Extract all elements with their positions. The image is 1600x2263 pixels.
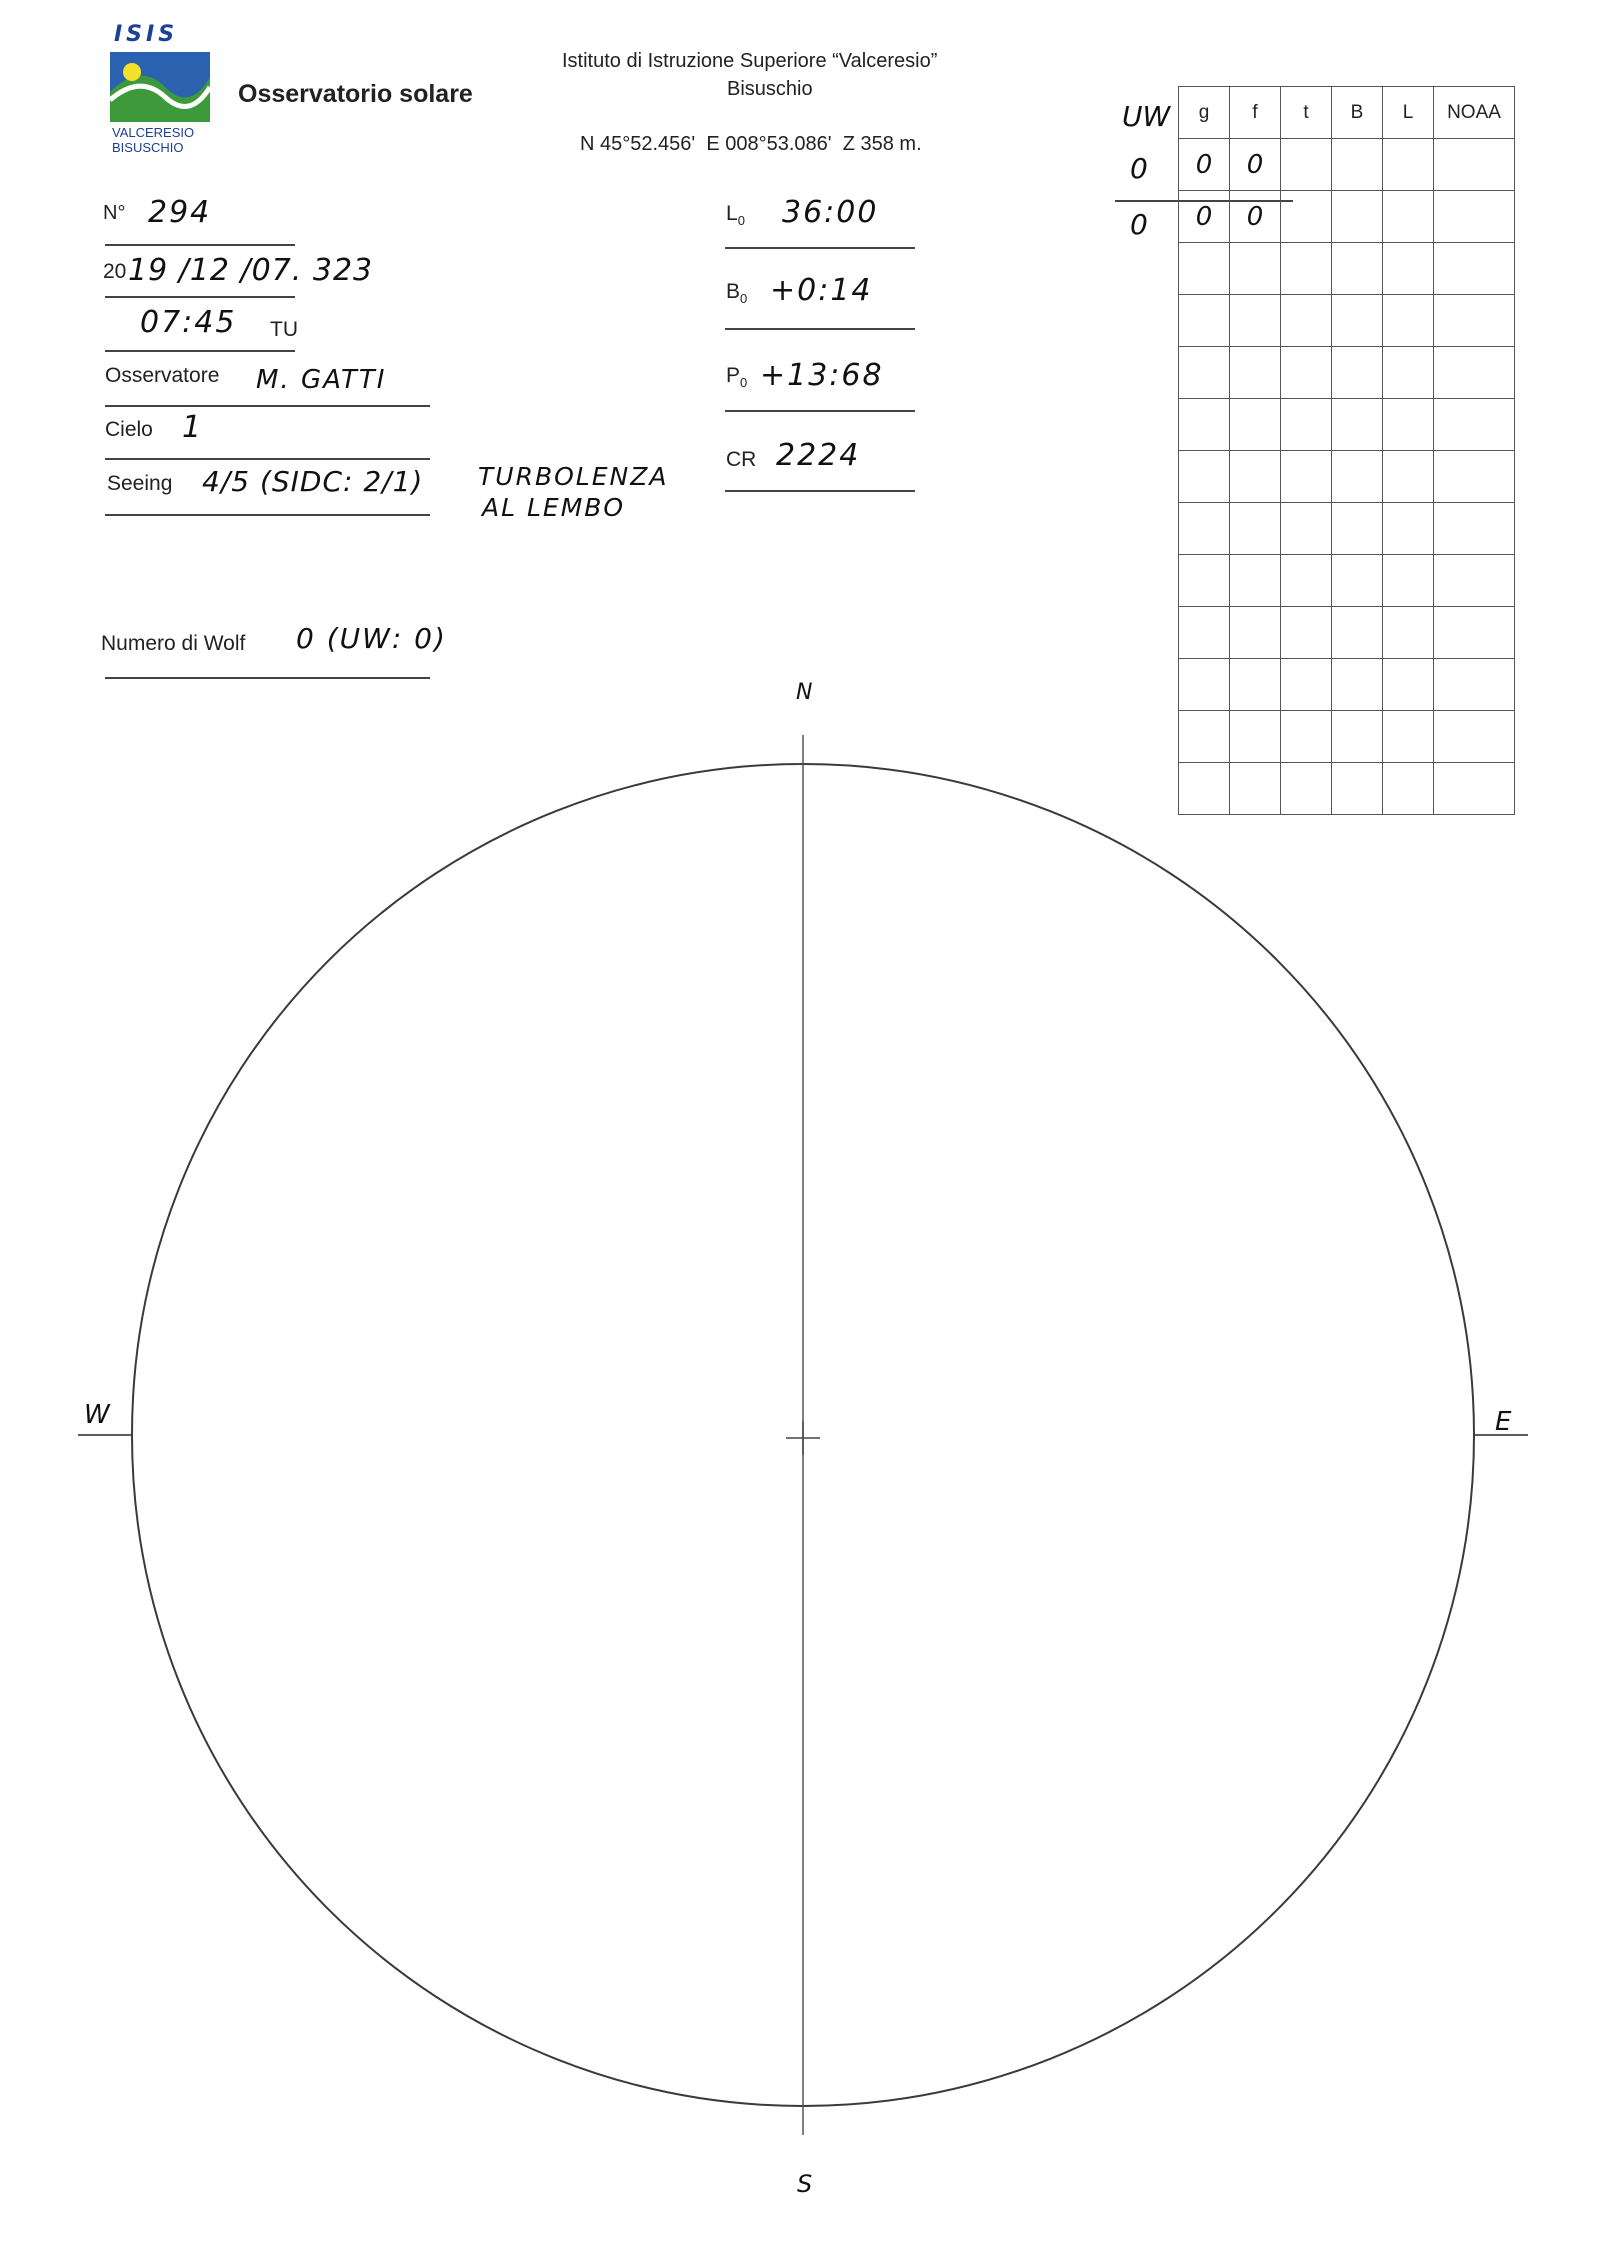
table-cell — [1281, 295, 1332, 347]
col-header-b: B — [1332, 87, 1383, 139]
table-cell — [1434, 243, 1515, 295]
l0-underline — [725, 247, 915, 249]
table-cell — [1434, 295, 1515, 347]
table-cell — [1281, 503, 1332, 555]
cr-label: CR — [726, 448, 757, 471]
table-cell — [1179, 555, 1230, 607]
table-row — [1179, 503, 1515, 555]
table-cell — [1434, 763, 1515, 815]
seeing-note-2: AL LEMBO — [482, 493, 626, 522]
table-row — [1179, 607, 1515, 659]
table-cell — [1281, 347, 1332, 399]
table-cell — [1434, 607, 1515, 659]
table-cell — [1230, 295, 1281, 347]
seeing-label: Seeing — [107, 472, 173, 495]
table-cell — [1434, 347, 1515, 399]
col-header-t: t — [1281, 87, 1332, 139]
table-cell — [1332, 763, 1383, 815]
table-cell — [1179, 607, 1230, 659]
table-cell — [1434, 139, 1515, 191]
logo-caption-1: VALCERESIO — [112, 125, 195, 140]
uw-header: UW — [1122, 100, 1171, 133]
table-cell — [1230, 607, 1281, 659]
table-cell — [1179, 503, 1230, 555]
observer-value: M. GATTI — [256, 365, 387, 395]
table-cell — [1434, 659, 1515, 711]
wolf-value: 0 (UW: 0) — [296, 622, 447, 655]
south-label: S — [797, 2170, 815, 2198]
table-cell — [1332, 295, 1383, 347]
table-row — [1179, 243, 1515, 295]
table-cell: 0 — [1230, 191, 1281, 243]
p0-underline — [725, 410, 915, 412]
table-cell — [1230, 347, 1281, 399]
table-cell — [1434, 503, 1515, 555]
b0-value: +0:14 — [770, 273, 873, 308]
table-cell — [1230, 763, 1281, 815]
cr-value: 2224 — [776, 438, 861, 473]
sky-underline — [105, 458, 430, 460]
table-cell — [1332, 243, 1383, 295]
table-cell — [1332, 139, 1383, 191]
number-value: 294 — [148, 195, 212, 230]
table-cell — [1383, 711, 1434, 763]
table-cell — [1332, 711, 1383, 763]
table-row — [1179, 399, 1515, 451]
table-cell — [1434, 191, 1515, 243]
institute-line2: Bisuschio — [727, 78, 813, 100]
date-value: 19 /12 /07. 323 — [128, 253, 374, 288]
observatory-title: Osservatorio solare — [238, 80, 473, 108]
disk-outline — [132, 764, 1474, 2106]
table-cell — [1383, 607, 1434, 659]
table-row — [1179, 347, 1515, 399]
table-cell — [1179, 763, 1230, 815]
table-cell — [1281, 555, 1332, 607]
observer-underline — [105, 405, 430, 407]
table-cell — [1383, 295, 1434, 347]
wolf-label: Numero di Wolf — [101, 632, 246, 655]
observer-label: Osservatore — [105, 364, 220, 387]
col-header-l: L — [1383, 87, 1434, 139]
table-cell — [1434, 711, 1515, 763]
empty-rows — [1179, 243, 1515, 815]
l0-value: 36:00 — [782, 195, 879, 230]
table-cell — [1179, 295, 1230, 347]
table-cell — [1383, 503, 1434, 555]
b0-label: $B_0$ — [726, 280, 748, 307]
uw-value-2: 0 — [1130, 208, 1148, 241]
cr-underline — [725, 490, 915, 492]
table-cell — [1281, 763, 1332, 815]
seeing-underline — [105, 514, 430, 516]
table-cell — [1332, 191, 1383, 243]
table-header-row — [1179, 87, 1515, 139]
col-header-g: g — [1179, 87, 1230, 139]
date-prefix: 20 — [103, 260, 127, 283]
table-cell — [1281, 659, 1332, 711]
wolf-underline — [105, 677, 430, 679]
col-header-f: f — [1230, 87, 1281, 139]
table-cell — [1332, 555, 1383, 607]
table-row — [1179, 295, 1515, 347]
table-cell — [1332, 503, 1383, 555]
seeing-value: 4/5 (SIDC: 2/1) — [202, 465, 424, 498]
west-label: W — [84, 1400, 112, 1430]
table-cell — [1434, 451, 1515, 503]
col-header-noaa: NOAA — [1434, 87, 1515, 139]
seeing-note-1: TURBOLENZA — [478, 462, 669, 491]
table-cell — [1179, 399, 1230, 451]
table-cell — [1281, 243, 1332, 295]
sky-label: Cielo — [105, 418, 153, 441]
table-cell — [1383, 399, 1434, 451]
table-row — [1179, 451, 1515, 503]
table-cell — [1281, 191, 1332, 243]
table-cell — [1230, 503, 1281, 555]
institute-line1: Istituto di Istruzione Superiore “Valceresio” — [562, 50, 938, 72]
table-cell — [1332, 659, 1383, 711]
table-cell — [1281, 607, 1332, 659]
table-row — [1179, 763, 1515, 815]
table-row — [1179, 139, 1515, 191]
table-row — [1179, 711, 1515, 763]
table-cell — [1230, 399, 1281, 451]
number-underline — [105, 244, 295, 246]
logo — [100, 22, 220, 157]
time-value: 07:45 — [140, 305, 237, 340]
logo-emblem-icon — [110, 52, 210, 122]
group-table — [1178, 86, 1515, 815]
table-row — [1179, 659, 1515, 711]
table-cell: 0 — [1179, 191, 1230, 243]
table-cell — [1383, 659, 1434, 711]
sky-value: 1 — [182, 410, 204, 445]
table-cell — [1383, 555, 1434, 607]
logo-text: ISIS — [114, 22, 179, 47]
table-cell — [1383, 243, 1434, 295]
table-cell — [1332, 451, 1383, 503]
east-label: E — [1495, 1407, 1514, 1437]
table-cell — [1230, 243, 1281, 295]
number-label: N° — [103, 202, 126, 224]
table-cell — [1179, 711, 1230, 763]
table-cell — [1332, 347, 1383, 399]
table-cell — [1230, 555, 1281, 607]
table-cell: 0 — [1179, 139, 1230, 191]
l0-label: $L_0$ — [726, 202, 745, 229]
table-cell — [1383, 191, 1434, 243]
table-cell — [1179, 243, 1230, 295]
table-cell — [1332, 399, 1383, 451]
north-label: N — [796, 680, 815, 705]
table-cell — [1383, 451, 1434, 503]
table-row — [1179, 191, 1515, 243]
p0-value: +13:68 — [760, 358, 884, 393]
table-cell — [1179, 451, 1230, 503]
table-cell — [1281, 451, 1332, 503]
time-underline — [105, 350, 295, 352]
b0-underline — [725, 328, 915, 330]
table-cell — [1230, 659, 1281, 711]
coordinates: N 45°52.456' E 008°53.086' Z 358 m. — [580, 133, 922, 155]
time-unit: TU — [270, 318, 298, 341]
table-cell — [1383, 139, 1434, 191]
date-underline — [105, 296, 295, 298]
uw-value-1: 0 — [1130, 152, 1148, 185]
table-cell — [1434, 555, 1515, 607]
table-cell — [1383, 347, 1434, 399]
table-cell — [1383, 763, 1434, 815]
table-cell — [1230, 451, 1281, 503]
table-row — [1179, 555, 1515, 607]
table-cell — [1230, 711, 1281, 763]
table-cell — [1281, 399, 1332, 451]
p0-label: $P_0$ — [726, 364, 748, 391]
table-cell — [1281, 139, 1332, 191]
logo-caption-2: BISUSCHIO — [112, 140, 184, 155]
table-cell: 0 — [1230, 139, 1281, 191]
table-cell — [1179, 347, 1230, 399]
table-cell — [1434, 399, 1515, 451]
table-cell — [1332, 607, 1383, 659]
table-cell — [1281, 711, 1332, 763]
table-cell — [1179, 659, 1230, 711]
